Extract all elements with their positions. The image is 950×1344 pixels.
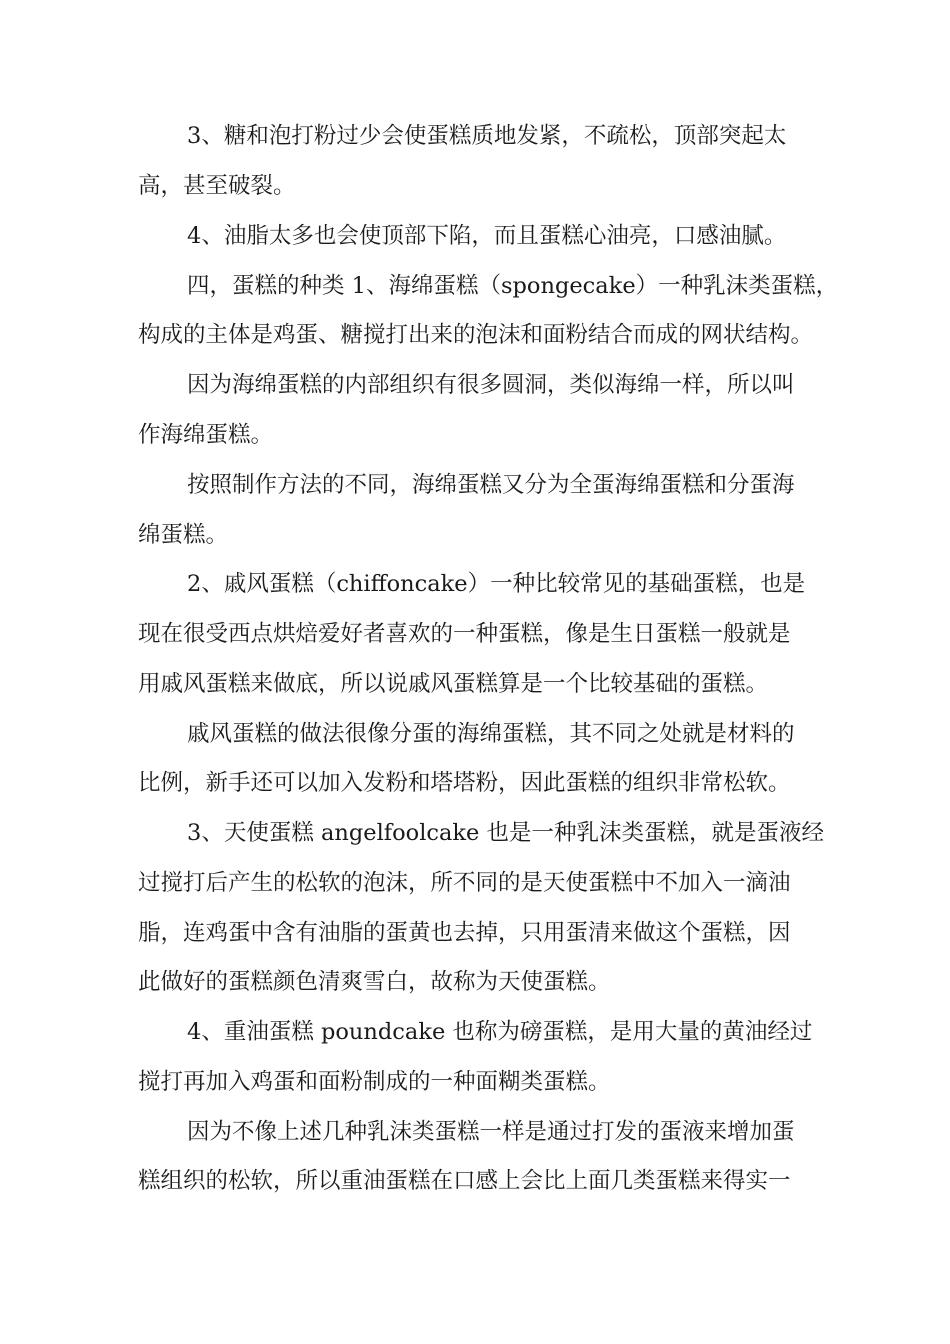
text-line: 用戚风蛋糕来做底，所以说戚风蛋糕算是一个比较基础的蛋糕。 [138,671,769,697]
text-line: 比例，新手还可以加入发粉和塔塔粉，因此蛋糕的组织非常松软。 [138,770,791,796]
text-line: 此做好的蛋糕颜色清爽雪白，故称为天使蛋糕。 [138,969,611,995]
text-line: 3、糖和泡打粉过少会使蛋糕质地发紧，不疏松，顶部突起太 [187,123,787,149]
text-line: 因为不像上述几种乳沫类蛋糕一样是通过打发的蛋液来增加蛋 [187,1119,795,1145]
text-line: 四，蛋糕的种类 1、海绵蛋糕（spongecake）一种乳沫类蛋糕， [187,273,839,299]
text-line: 现在很受西点烘焙爱好者喜欢的一种蛋糕，像是生日蛋糕一般就是 [138,621,791,647]
text-line: 过搅打后产生的松软的泡沫，所不同的是天使蛋糕中不加入一滴油 [138,870,791,896]
text-line: 戚风蛋糕的做法很像分蛋的海绵蛋糕，其不同之处就是材料的 [187,721,795,747]
text-line: 4、重油蛋糕 poundcake 也称为磅蛋糕，是用大量的黄油经过 [187,1019,813,1045]
text-line: 构成的主体是鸡蛋、糖搅打出来的泡沫和面粉结合而成的网状结构。 [138,322,814,348]
text-line: 因为海绵蛋糕的内部组织有很多圆洞，类似海绵一样，所以叫 [187,372,795,398]
text-line: 作海绵蛋糕。 [138,422,274,448]
text-line: 2、戚风蛋糕（chiffoncake）一种比较常见的基础蛋糕，也是 [187,571,806,597]
text-line: 脂，连鸡蛋中含有油脂的蛋黄也去掉，只用蛋清来做这个蛋糕，因 [138,920,791,946]
text-line: 高，甚至破裂。 [138,173,296,199]
text-line: 3、天使蛋糕 angelfoolcake 也是一种乳沫类蛋糕，就是蛋液经 [187,820,825,846]
text-line: 糕组织的松软，所以重油蛋糕在口感上会比上面几类蛋糕来得实一 [138,1168,791,1194]
text-line: 绵蛋糕。 [138,522,229,548]
text-line: 4、油脂太多也会使顶部下陷，而且蛋糕心油亮，口感油腻。 [187,223,787,249]
text-line: 搅打再加入鸡蛋和面粉制成的一种面糊类蛋糕。 [138,1069,611,1095]
text-line: 按照制作方法的不同，海绵蛋糕又分为全蛋海绵蛋糕和分蛋海 [187,472,795,498]
